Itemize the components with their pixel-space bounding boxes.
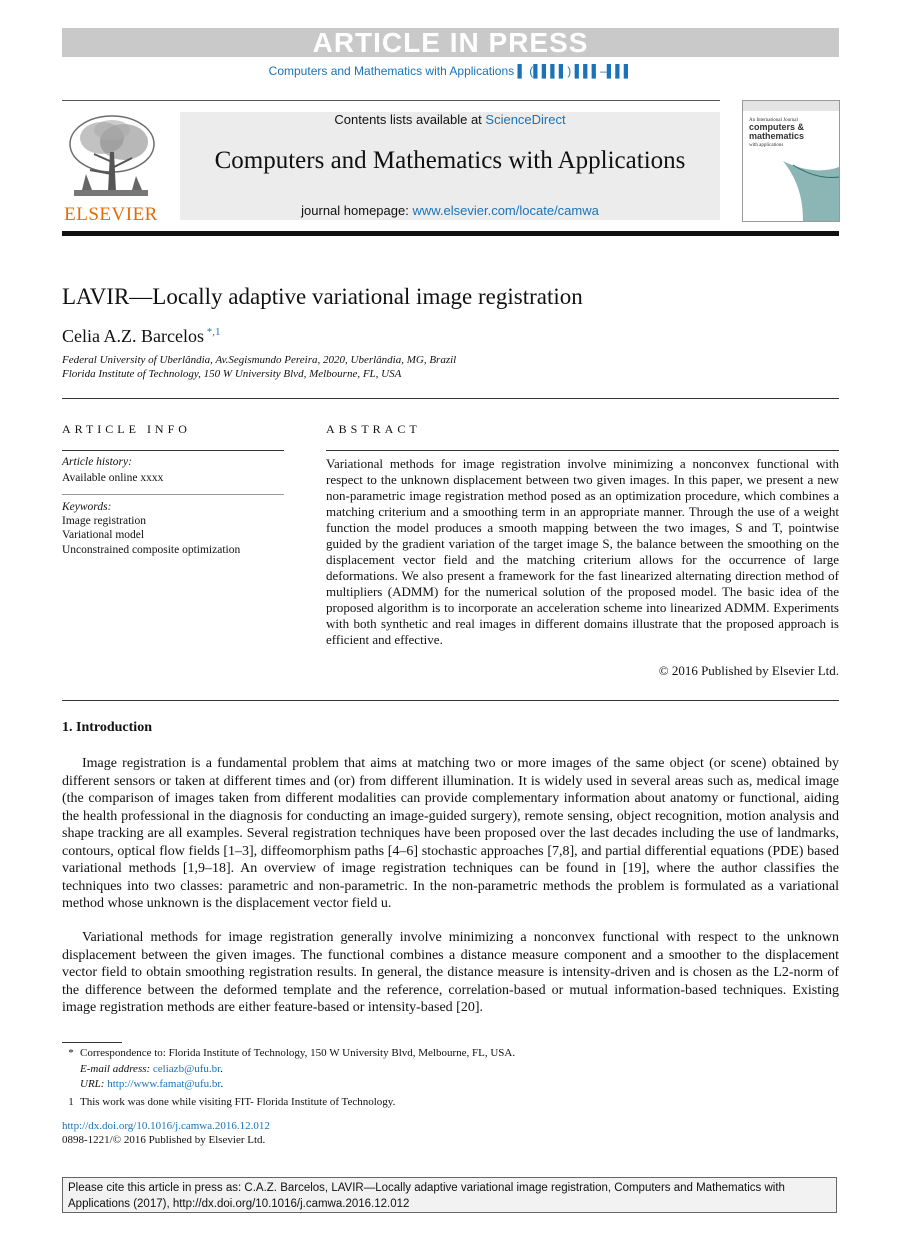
intro-paragraph-1: Image registration is a fundamental problem that aims at matching two or more images of the same object (or scene) obtained by different sensors or taken at different times and (or) from different illumination. It is widely used in several areas such as, medical image (the comparison of images taken from different modalities can provide complementary information about anatomy or functional, aiding the health professional in the diagnosis for conducting an image-guided surgery), remote sensing, object recognition, motion analysis and shape tracking are all examples. Several registration techniques have been proposed over the last decades including the use of landmarks, contours, optical flow fields [1–3], diffeomorphism paths [4–6] stochastic approaches [7,8], and partial differential equations (PDE) based variational methods [1,9–18]. An overview of image registration techniques can be found in [19], where the author classifies the techniques into two classes: parametric and non-parametric. In the non-parametric methods the problem is formulated as a variational method whose unknown is the displacement vector field u. [62,756,839,911]
homepage-line [180,203,720,218]
keyword-item: Image registration [62,515,146,527]
footnote-star: * [68,1047,74,1059]
article-info-heading: ARTICLE INFO [62,422,191,436]
journal-title: Computers and Mathematics with Applications [214,147,686,174]
header-thick-rule [62,231,839,236]
citation-box: Please cite this article in press as: C.A.Z. Barcelos, LAVIR—Locally adaptive variational image registration, Computers and Mathematics with Applications (2017), http://dx.doi.org/10.1016/j.camwa.2016.12.012 [62,1177,837,1213]
footnote-url: URL: http://www.famat@ufu.br. [80,1078,224,1090]
keywords-rule [62,494,284,495]
author-line [62,326,839,347]
keywords-label: Keywords: [62,501,112,513]
homepage-link[interactable]: www.elsevier.com/locate/camwa [412,203,599,218]
article-info-rule [62,450,284,451]
keyword-item: Unconstrained composite optimization [62,544,241,556]
footnote-email: E-mail address: celiazb@ufu.br. [80,1063,223,1075]
cover-line-2: computers & [749,122,805,132]
affiliation-2: Florida Institute of Technology, 150 W University Blvd, Melbourne, FL, USA [62,368,402,380]
url-label: URL: [80,1078,108,1090]
history-label: Article history: [62,456,132,468]
abstract-heading: ABSTRACT [326,422,421,436]
intro-paragraph-2: Variational methods for image registration generally involve minimizing a nonconvex functional with respect to the unknown displacement between the given images. The functional combines a distance measure component and a smoother to the displacement vector field to obtain smoothing registration results. In general, the distance measure is intensity-driven and is chosen as the L2-norm of the difference between the deformed template and the reference, correlation-based or mutual information-based techniques. Existing image registration methods are either feature-based or intensity-based [20]. [62,930,839,1015]
elsevier-wordmark: ELSEVIER [64,204,158,225]
abstract-end-rule [62,700,839,701]
issn-line: 0898-1221/© 2016 Published by Elsevier Ltd. [62,1134,266,1146]
abstract-body: Variational methods for image registration involve minimizing a nonconvex functional with respect to the unknown displacement between two given images. In this paper, we present a new non-parametric image registration method posed as an optimization procedure, which combines a matching criterium and a smoothing term in an appropriate manner. Through the use of a weight function the model produces a smooth mapping between the two images, S and T, pointwise guided by the gradient variation of the target image S, the balance between the smoothing on the displacement vector field and the matching criterium allows for the occurrence of large deformations. We also present a framework for the fast linearized alternating direction method of multipliers (ADMM) for the numerical solution of the proposed model. The basic idea of the proposed algorithm is to incorporate an acceleration scheme into linearized ADMM. Experiments with both synthetic and real images in different domains illustrate that the proposed approach is efficient and effective. [326,456,839,647]
affiliation-1: Federal University of Uberlândia, Av.Segismundo Pereira, 2020, Uberlândia, MG, Brazil [62,354,457,366]
footnote-one-text: This work was done while visiting FIT- Florida Institute of Technology. [80,1096,396,1108]
doi-link[interactable]: http://dx.doi.org/10.1016/j.camwa.2016.12.012 [62,1120,270,1132]
email-link[interactable]: celiazb@ufu.br [152,1063,221,1075]
journal-cover-thumbnail [742,100,840,222]
info-divider [62,398,839,399]
journal-reference[interactable]: Computers and Mathematics with Applications ▌ (▌▌▌▌) ▌▌▌–▌▌▌ [268,64,633,78]
introduction-heading: 1. Introduction [62,720,152,735]
footnote-rule [62,1042,122,1043]
contents-line [180,112,720,127]
homepage-prefix: journal homepage: [301,203,413,218]
email-label: E-mail address: [80,1063,153,1075]
abstract-copyright: © 2016 Published by Elsevier Ltd. [658,663,839,678]
cover-line-4: with applications [749,143,784,148]
footnote-correspondence [62,1047,839,1059]
cover-art [743,101,839,221]
url-link[interactable]: http://www.famat@ufu.br [107,1078,221,1090]
author-marks[interactable]: *,1 [203,326,221,338]
keyword-item: Variational model [62,529,145,541]
article-in-press-banner: ARTICLE IN PRESS [62,28,839,57]
top-divider [62,100,720,101]
article-title: LAVIR—Locally adaptive variational image registration [62,284,583,309]
cover-line-1: An International Journal [749,118,798,123]
footnote-1 [62,1096,839,1108]
abstract-rule [326,450,839,451]
cover-line-3: mathematics [749,131,805,141]
author-name: Celia A.Z. Barcelos [62,326,204,346]
footnote-one-mark: 1 [68,1096,74,1108]
contents-prefix: Contents lists available at [334,112,486,127]
sciencedirect-link[interactable]: ScienceDirect [485,112,566,127]
correspondence-text: Correspondence to: Florida Institute of Technology, 150 W University Blvd, Melbourne, FL, USA. [80,1047,516,1059]
history-value: Available online xxxx [62,472,164,484]
